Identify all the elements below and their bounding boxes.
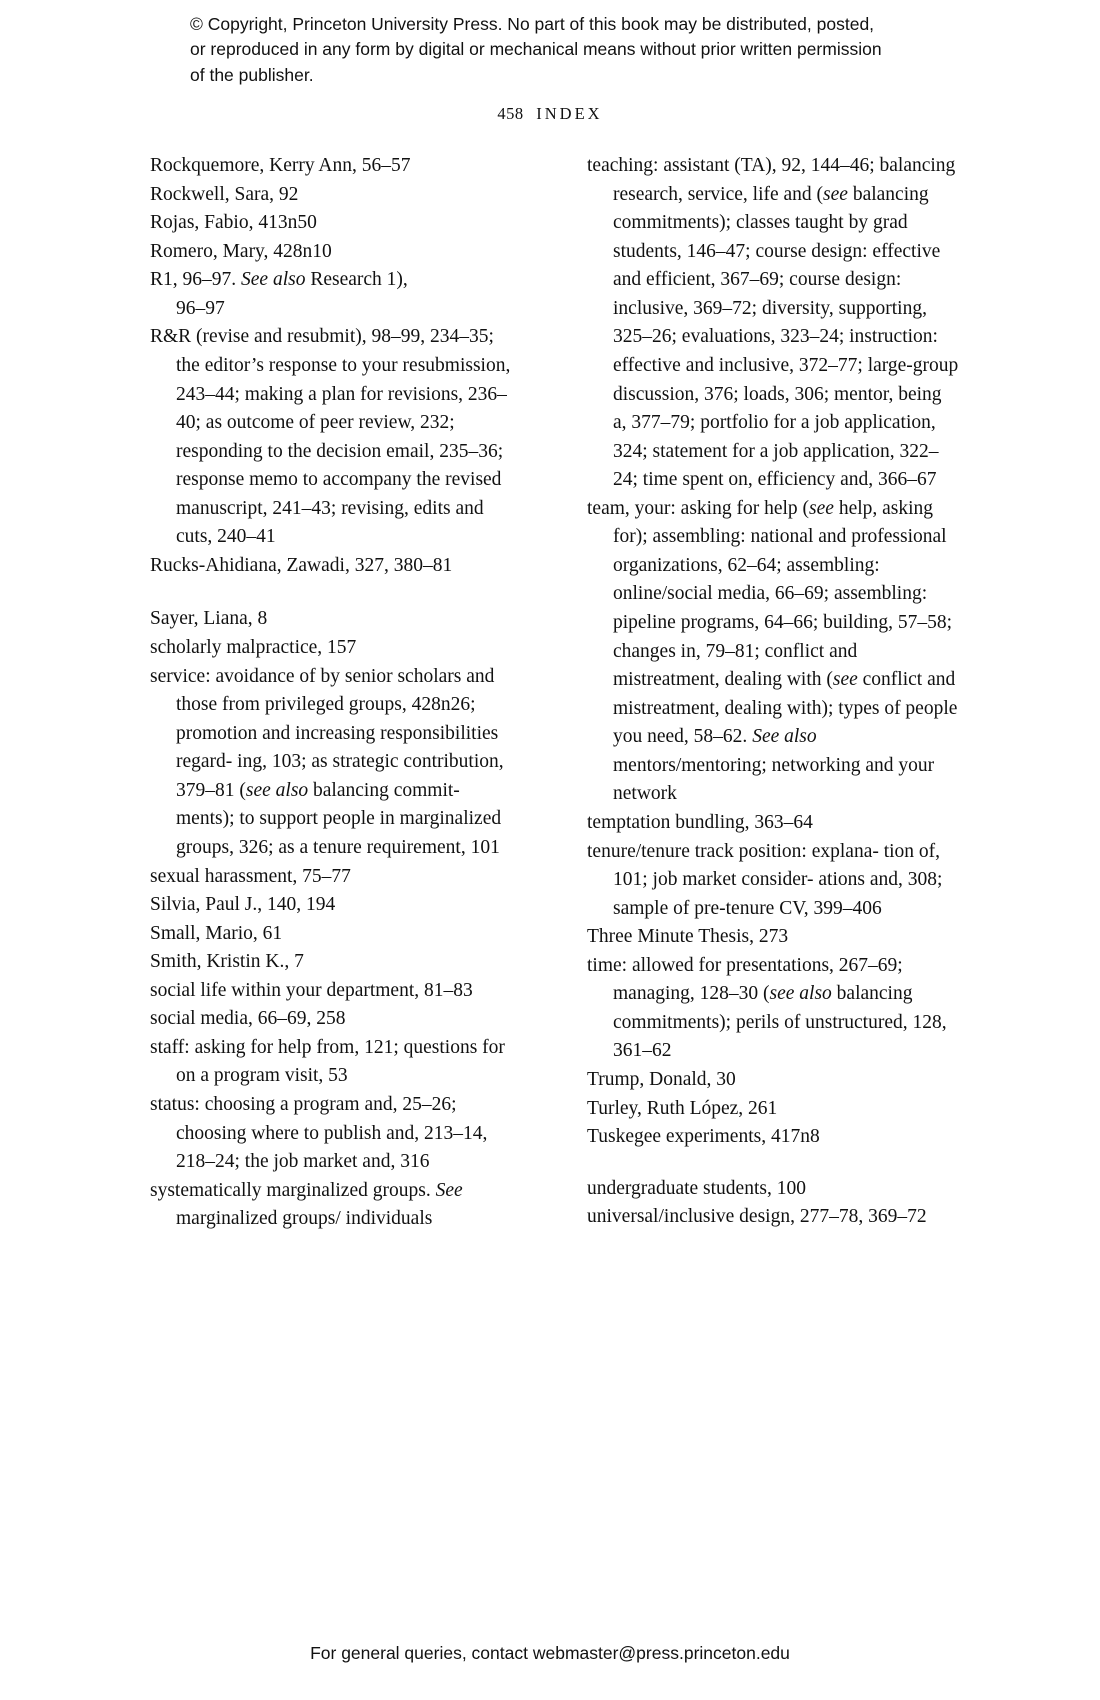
running-head	[0, 104, 1100, 124]
index-entry: Silvia, Paul J., 140, 194	[150, 894, 336, 916]
index-entry: universal/inclusive design, 277–78, 369–72	[587, 1206, 927, 1228]
section-gap	[587, 1152, 959, 1175]
section-gap	[150, 580, 522, 605]
index-entry: Three Minute Thesis, 273	[587, 926, 789, 948]
index-entry: teaching: assistant (TA), 92, 144–46; balancing research, service, life and (see balancing commitments); classes taught by grad students, 146–47; course design: effective and efficient, 367–69; course design: inclusive, 369–72; diversity, supporting, 325–26; evaluations, 323–24; instruction: effective and inclusive, 372–77; large-group discussion, 376; loads, 306; mentor, being a, 377–79; portfolio for a job application, 324; statement for a job application, 322–24; time spent on, efficiency and, 366–67	[587, 155, 959, 491]
index-columns	[150, 152, 960, 1234]
index-entry: staff: asking for help from, 121; questions for on a program visit, 53	[150, 1036, 505, 1087]
running-head-label: INDEX	[536, 104, 603, 123]
index-entry: temptation bundling, 363–64	[587, 811, 813, 833]
index-entry: Turley, Ruth López, 261	[587, 1097, 778, 1119]
index-entry: service: avoidance of by senior scholars and those from privileged groups, 428n26; promotion and increasing responsibilities regard- ing, 103; as strategic contribution, 379–81 (see also balancing commit- ments); to support people in marginalized groups, 326; as a tenure requirement, 101	[150, 665, 504, 858]
index-entry: tenure/tenure track position: explana- tion of, 101; job market consider- ations and, 308; sample of pre-tenure CV, 399–406	[587, 840, 943, 919]
index-entry: Rockquemore, Kerry Ann, 56–57	[150, 155, 411, 176]
index-entry: Rojas, Fabio, 413n50	[150, 212, 317, 234]
index-entry: R&R (revise and resubmit), 98–99, 234–35; the editor’s response to your resubmission, 243–44; making a plan for revisions, 236–40; as outcome of peer review, 232; responding to the decision email, 235–36; response memo to accompany the revised manuscript, 241–43; revising, edits and cuts, 240–41	[150, 326, 511, 548]
index-entry: status: choosing a program and, 25–26; choosing where to publish and, 213–14, 218–24; the job market and, 316	[150, 1094, 488, 1173]
index-column-left	[150, 152, 522, 1234]
page-number: 458	[497, 104, 524, 123]
index-entry: time: allowed for presentations, 267–69; managing, 128–30 (see also balancing commitments); perils of unstructured, 128, 361–62	[587, 954, 947, 1062]
index-column-right	[587, 152, 959, 1234]
copyright-notice: © Copyright, Princeton University Press. No part of this book may be distributed, posted, or reproduced in any form by digital or mechanical means without prior written permission of the publisher.	[190, 14, 882, 85]
index-entry: undergraduate students, 100	[587, 1177, 806, 1199]
index-entry: R1, 96–97. See also Research 1), 96–97	[150, 269, 408, 319]
index-entry: social life within your department, 81–83	[150, 979, 473, 1001]
index-entry: Tuskegee experiments, 417n8	[587, 1126, 820, 1148]
index-entry: sexual harassment, 75–77	[150, 865, 351, 887]
index-entry: Rucks-Ahidiana, Zawadi, 327, 380–81	[150, 554, 453, 576]
index-entry: Smith, Kristin K., 7	[150, 951, 304, 973]
index-entry: Trump, Donald, 30	[587, 1069, 736, 1090]
index-entry: scholarly malpractice, 157	[150, 637, 357, 658]
index-entry: team, your: asking for help (see help, asking for); assembling: national and professional organizations, 62–64; assembling: online/social media, 66–69; assembling: pipeline programs, 64–66; building, 57–58; changes in, 79–81; conflict and mistreatment, dealing with (see conflict and mistreatment, dealing with); types of people you need, 58–62. See also mentors/mentoring; networking and your network	[587, 497, 958, 805]
index-entry: Sayer, Liana, 8	[150, 608, 268, 630]
index-entry: Rockwell, Sara, 92	[150, 183, 299, 205]
index-entry: systematically marginalized groups. See marginalized groups/ individuals	[150, 1179, 463, 1230]
index-entry: social media, 66–69, 258	[150, 1008, 346, 1030]
index-entry: Romero, Mary, 428n10	[150, 240, 332, 262]
index-entry: Small, Mario, 61	[150, 922, 283, 944]
footer-notice: For general queries, contact webmaster@press.princeton.edu	[310, 1643, 790, 1663]
